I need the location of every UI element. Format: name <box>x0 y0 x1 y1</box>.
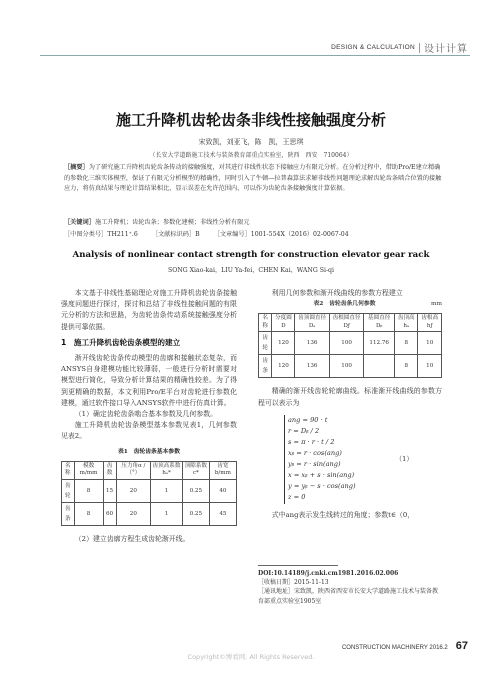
table-header: 分度圆D <box>272 314 295 332</box>
clc-number: ［中图分类号］TH211⁺.6 <box>64 231 138 238</box>
table2 <box>258 313 442 378</box>
table-cell: 齿轮 <box>259 332 272 355</box>
authors: 宋致凯，刘亚飞，陈 凯，王思琪 <box>198 138 304 146</box>
table-cell: 45 <box>209 502 236 525</box>
table-row <box>62 479 237 502</box>
equation-line: z = 0 <box>288 493 306 502</box>
keywords-text: 施工升降机；齿轮齿条；参数化建模；非线性分析有限元 <box>94 219 250 226</box>
table-cell: 齿条 <box>259 355 272 378</box>
table-cell: 100 <box>329 332 363 355</box>
table-header: 压力角α /（°） <box>116 461 151 479</box>
header-rule <box>40 55 470 56</box>
table-cell: 15 <box>103 479 116 502</box>
table-header: 模数m/mm <box>74 461 103 479</box>
table-header: 齿根圆直径Dƒ <box>329 314 363 332</box>
section-heading: 1 施工升降机齿轮齿条模型的建立 <box>61 337 181 347</box>
document-code: ［文献标识码］B <box>151 231 200 238</box>
body-paragraph: （2）建立齿廓方程生成齿轮渐开线。 <box>74 534 190 543</box>
table-cell: 8 <box>74 502 103 525</box>
english-title: Analysis of nonlinear contact strength for construction elevator gear rack <box>72 250 430 260</box>
table-cell: 0.25 <box>182 479 209 502</box>
doi: DOI:10.14189/j.cnki.cm1981.2016.02.006 <box>258 569 399 577</box>
keywords-label: ［关键词］ <box>64 219 95 226</box>
intro-paragraph: 本文基于非线性基础理论对施工升降机齿轮齿条接触强度问题进行探讨，探讨和总结了非线性接触问题的有限元分析的方法和思路，为齿轮齿条传动系统接触强度分析提供可靠依据。 <box>61 289 237 331</box>
table-cell: 10 <box>418 355 442 378</box>
table-cell: 1 <box>151 502 183 525</box>
body-paragraph: 渐开线齿轮齿条传动模型的齿廓和接触状态复杂，而ANSYS自身建模功能比较薄弱，一般进行分析时需要对模型进行简化，导致分析计算结果的精确性较差。为了得到更精确的数据，本文利用Pro/E平台对齿轮进行参数化建模，通过软件接口导入ANSYS软件中进行仿真计算。 <box>61 354 237 407</box>
header-cn: 设计计算 <box>424 44 468 55</box>
table-header: 基圆直径Dᵦ <box>364 314 395 332</box>
table-header: 齿根高hƒ <box>418 314 442 332</box>
header-divider <box>419 43 420 53</box>
table-header: 顶隙系数c* <box>182 461 209 479</box>
footnote <box>258 565 442 606</box>
correspondence-address: ［通讯地址］宋致凯，陕西省西安市长安大学道路施工技术与装备教育部重点实验室1905室 <box>258 588 439 605</box>
equation-line: yᵦ = r · sin(ang) <box>288 460 341 469</box>
running-header <box>331 40 468 55</box>
equation-system <box>284 415 356 504</box>
body-paragraph: 利用几何参数和渐开线曲线的参数方程建立 <box>271 289 403 297</box>
table2-caption: 表2 齿轮齿条几何参数 <box>313 301 376 308</box>
table-row <box>259 355 442 378</box>
classification-line <box>64 229 442 238</box>
right-column <box>258 288 442 521</box>
abstract <box>64 163 442 195</box>
table-cell: 8 <box>395 355 418 378</box>
table-cell: 136 <box>295 332 330 355</box>
table2-unit: mm <box>431 301 442 308</box>
table-cell: 8 <box>74 479 103 502</box>
table-cell: 112.76 <box>364 332 395 355</box>
table1-caption: 表1 齿轮齿条基本参数 <box>117 448 180 455</box>
equation-line: y = yᵦ − s · cos(ang) <box>288 482 356 491</box>
table-header: 名称 <box>259 314 272 332</box>
body-paragraph: 精确的渐开线齿轮轮廓曲线。标准渐开线曲线的参数方程可以表示为 <box>258 387 442 407</box>
page-footer <box>342 640 468 652</box>
abstract-text: 为了研究施工升降机齿轮齿条传动的接触强度，对其进行非线性状态下接触应力有限元分析。在分析过程中，借助Pro/E建立精确的参数化三维实体模型，保证了有限元分析模型的精确性，同时引入了牛顿—拉普森算法求解非线性问题理论求解齿轮齿条啮合位置的接触应力，将仿真结果与理论计算结果相比，显示误差在允许范围内，可以作为齿轮齿条接触强度计算依据。 <box>64 164 442 192</box>
equation-1 <box>284 415 442 504</box>
body-paragraph: 式中ang表示发生线转过的角度；参数t∈（0， <box>271 510 415 519</box>
table-cell: 齿轮 <box>62 479 75 502</box>
equation-line: s = π · r · t / 2 <box>288 438 335 446</box>
journal-name: CONSTRUCTION MACHINERY 2016.2 <box>341 645 448 651</box>
page-number: 67 <box>455 640 468 652</box>
abstract-label: ［摘要］ <box>64 164 89 171</box>
equation-line: xᵦ = r · cos(ang) <box>288 449 342 458</box>
table-header: 齿顶高系数hₐ* <box>151 461 183 479</box>
table2-caption-row <box>258 299 442 310</box>
table-cell: 20 <box>116 479 151 502</box>
header-en: DESIGN & CALCULATION <box>331 44 415 51</box>
table-header: 齿数 <box>103 461 116 479</box>
table-cell: 10 <box>418 332 442 355</box>
body-paragraph: （1）确定齿轮齿条啮合基本参数及几何参数。 <box>74 410 217 419</box>
table-row <box>62 502 237 525</box>
table-cell: 120 <box>272 332 295 355</box>
table-cell: 1 <box>151 479 183 502</box>
table-cell <box>364 355 395 378</box>
paper-title: 施工升降机齿轮齿条非线性接触强度分析 <box>115 111 386 129</box>
keywords <box>64 217 442 226</box>
received-date: ［收稿日期］2015-11-13 <box>258 579 329 586</box>
table-cell: 100 <box>329 355 363 378</box>
table-header: 齿宽b/mm <box>209 461 236 479</box>
table1 <box>61 461 237 526</box>
copyright-watermark: Copyright©博看网. All Rights Reserved. <box>187 653 315 661</box>
footnote-rule <box>258 565 338 566</box>
table-header: 齿顶圆直径Dₐ <box>295 314 330 332</box>
table-cell: 8 <box>395 332 418 355</box>
english-authors: SONG Xiao-kai，LIU Ya-fei，CHEN Kai，WANG Si-qi <box>168 267 334 274</box>
body-paragraph: 施工升降机齿轮齿条模型基本参数见表1，几何参数见表2。 <box>61 421 237 441</box>
table-cell: 齿条 <box>62 502 75 525</box>
table-cell: 20 <box>116 502 151 525</box>
equation-number: （1） <box>395 454 413 463</box>
table-cell: 120 <box>272 355 295 378</box>
equation-line: r = Dᵦ / 2 <box>288 426 320 435</box>
table-cell: 136 <box>295 355 330 378</box>
table-cell: 0.25 <box>182 502 209 525</box>
equation-line: x = xᵦ + s · sin(ang) <box>288 471 355 480</box>
affiliation: （长安大学道路施工技术与装备教育部重点实验室，陕西 西安 710064） <box>149 152 353 159</box>
table-row <box>259 332 442 355</box>
table-header: 齿顶高hₐ <box>395 314 418 332</box>
article-number: ［文章编号］1001-554X（2016）02-0067-04 <box>213 231 349 238</box>
equation-line: ang = 90 · t <box>288 415 328 424</box>
table-cell: 40 <box>209 479 236 502</box>
table-cell: 60 <box>103 502 116 525</box>
left-column <box>61 288 237 545</box>
table-header: 名称 <box>62 461 75 479</box>
